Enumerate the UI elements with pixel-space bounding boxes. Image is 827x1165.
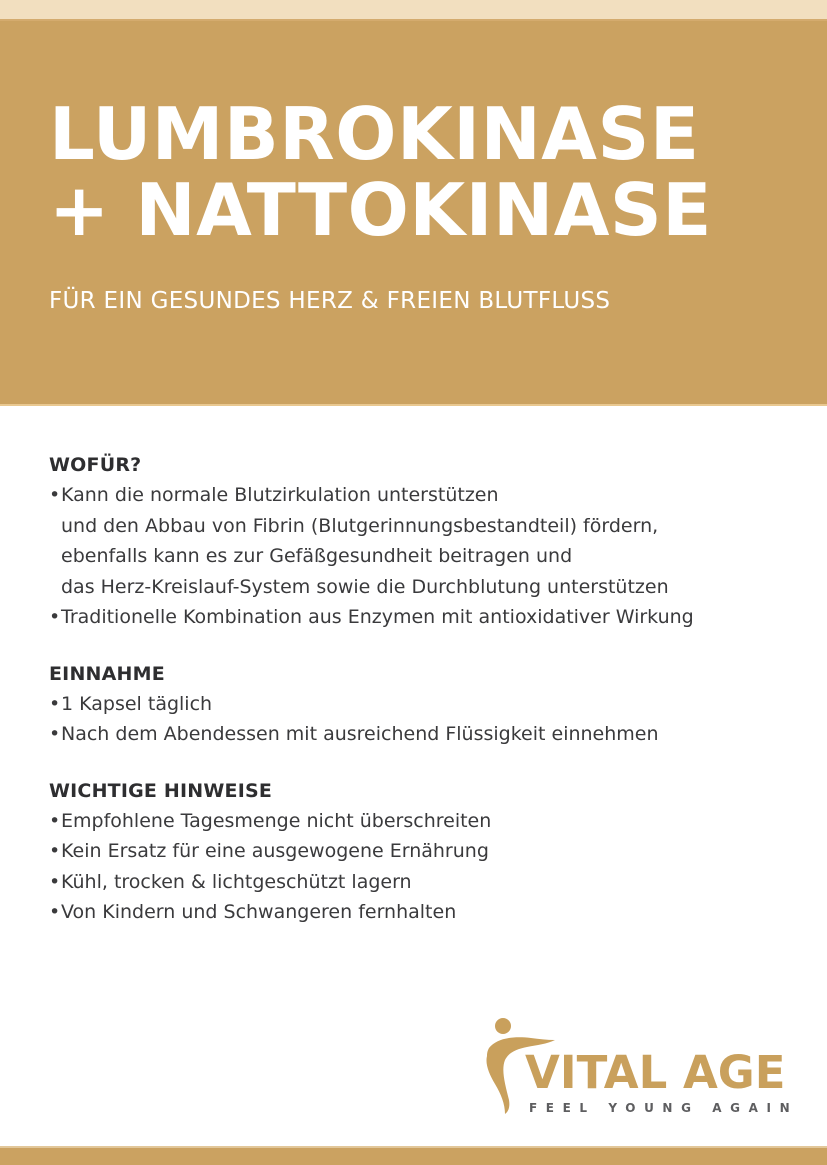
bullet-icon: • xyxy=(49,840,61,862)
list-item xyxy=(49,719,819,750)
section-einnahme xyxy=(49,659,819,750)
title-line-2: + NATTOKINASE xyxy=(49,168,712,252)
list-item xyxy=(49,602,819,633)
list-item-line: Traditionelle Kombination aus Enzymen mit antioxidativer Wirkung xyxy=(61,606,694,628)
brand-logo xyxy=(483,1014,799,1119)
bullet-list xyxy=(49,806,819,928)
section-heading: EINNAHME xyxy=(49,662,165,685)
list-item-line: und den Abbau von Fibrin (Blutgerinnungsbestandteil) fördern, xyxy=(61,514,659,537)
bullet-list xyxy=(49,480,819,633)
bottom-decorative-bar xyxy=(0,1148,827,1165)
top-decorative-strip xyxy=(0,0,827,19)
product-subtitle: FÜR EIN GESUNDES HERZ & FREIEN BLUTFLUSS xyxy=(49,288,611,314)
section-heading: WICHTIGE HINWEISE xyxy=(49,779,273,802)
list-item-line: ebenfalls kann es zur Gefäßgesundheit beitragen und xyxy=(61,545,573,567)
brand-name: VITAL AGE xyxy=(525,1046,786,1099)
bullet-icon: • xyxy=(49,692,61,715)
list-item-text: Kühl, trocken & lichtgeschützt lagern xyxy=(61,870,412,893)
section-wichtige-hinweise xyxy=(49,776,819,928)
bullet-icon: • xyxy=(49,484,61,506)
list-item-text: Von Kindern und Schwangeren fernhalten xyxy=(61,901,457,923)
bullet-list xyxy=(49,689,819,750)
list-item xyxy=(49,689,819,720)
list-item xyxy=(49,897,819,928)
content-body xyxy=(49,450,819,954)
list-item-text: 1 Kapsel täglich xyxy=(61,692,213,715)
list-item-text xyxy=(61,602,694,633)
list-item xyxy=(49,480,819,602)
list-item-text: Kein Ersatz für eine ausgewogene Ernährung xyxy=(61,840,489,862)
bullet-icon: • xyxy=(49,606,61,628)
list-item xyxy=(49,806,819,837)
bullet-icon: • xyxy=(49,723,61,745)
section-heading: WOFÜR? xyxy=(49,454,142,476)
list-item-text: Nach dem Abendessen mit ausreichend Flüssigkeit einnehmen xyxy=(61,723,659,745)
list-item-line: Kann die normale Blutzirkulation unterstützen xyxy=(61,484,499,506)
list-item xyxy=(49,836,819,867)
section-wofuer xyxy=(49,450,819,633)
bullet-icon: • xyxy=(49,809,61,832)
header-divider xyxy=(0,404,827,406)
list-item-text xyxy=(61,480,669,602)
title-line-1: LUMBROKINASE xyxy=(49,92,700,176)
bullet-icon: • xyxy=(49,901,61,923)
bullet-icon: • xyxy=(49,870,61,893)
product-title xyxy=(49,92,712,252)
list-item-text: Empfohlene Tagesmenge nicht überschreiten xyxy=(61,809,492,832)
list-item xyxy=(49,867,819,898)
brand-tagline: FEEL YOUNG AGAIN xyxy=(529,1101,799,1115)
list-item-line: das Herz-Kreislauf-System sowie die Durchblutung unterstützen xyxy=(61,575,669,598)
